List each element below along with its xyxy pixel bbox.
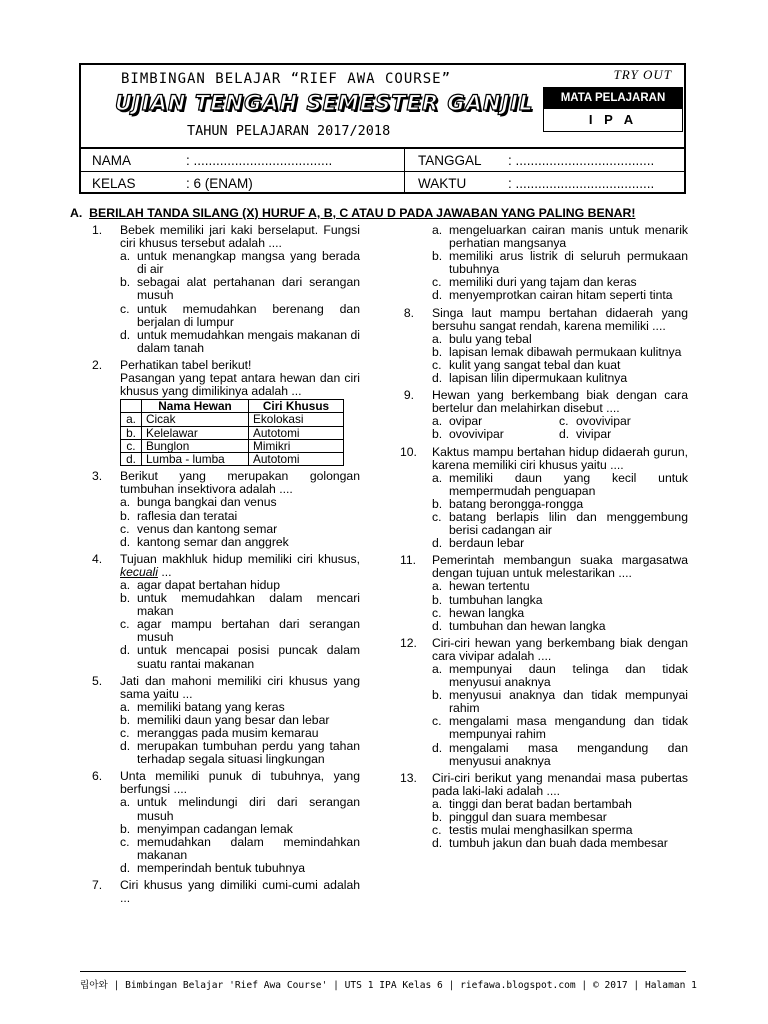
nama-field[interactable]: : ..................................... xyxy=(186,153,333,168)
question-4: 4. Tujuan makhluk hidup memiliki ciri khusus, kecuali ... a. agar dapat bertahan hidup b. untuk memudahkan dalam mencari makan c. agar mampu bertahan dari serangan musuh d. untuk mencapai posisi puncak dalam suatu rantai makanan xyxy=(92,551,360,671)
question-9: 9. Hewan yang berkembang biak dengan cara bertelur dan melahirkan disebut .... a. ovipar c. ovovivipar b. ovovivipar d. vivipar xyxy=(403,388,688,442)
option-d[interactable]: d. vivipar xyxy=(559,427,612,442)
question-3: 3. Berikut yang merupakan golongan tumbuhan insektivora adalah .... a. bunga bangkai dan venus b. raflesia dan teratai c. venus dan kantong semar d. kantong semar dan anggrek xyxy=(92,469,360,549)
option-a[interactable]: a. bunga bangkai dan venus xyxy=(120,495,277,510)
question-12: 12. Ciri-ciri hewan yang berkembang biak dengan cara vivipar adalah .... a. mempunyai daun telinga dan tidak menyusui anaknya b. menyusui anaknya dan tidak mempunyai rahim c. mengalami masa mengandung dan tidak mempunyai rahim d. mengalami masa mengandung dan menyusui anaknya xyxy=(400,635,688,768)
exam-title: UJIAN TENGAH SEMESTER GANJIL xyxy=(115,91,534,115)
option-d[interactable]: d. menyemprotkan cairan hitam seperti tinta xyxy=(432,288,673,303)
question-text: Ciri-ciri berikut yang menandai masa pubertas pada laki-laki adalah .... xyxy=(432,770,688,798)
option-d[interactable]: d. memperindah bentuk tubuhnya xyxy=(120,860,306,875)
question-text: Unta memiliki punuk di tubuhnya, yang berfungsi .... xyxy=(120,769,360,797)
option-a[interactable]: a. ovipar xyxy=(432,414,483,429)
subject-value: I P A xyxy=(588,112,638,127)
option-d[interactable]: d. kantong semar dan anggrek xyxy=(120,534,289,549)
questions-left-column xyxy=(78,224,360,909)
option-c[interactable]: c. batang berlapis lilin dan menggembung berisi cadangan air xyxy=(432,509,688,538)
option-a[interactable]: a. untuk melindungi diri dari serangan musuh xyxy=(120,795,360,823)
header-divider xyxy=(81,171,684,172)
tanggal-label: TANGGAL xyxy=(418,153,482,168)
option-a[interactable]: a. bulu yang tebal xyxy=(432,331,532,346)
subject-label: MATA PELAJARAN xyxy=(544,88,682,109)
option-b[interactable]: b. tumbuhan langka xyxy=(432,592,543,607)
tanggal-field[interactable]: : ..................................... xyxy=(508,153,655,168)
table-row: d. Lumba - lumba Autotomi xyxy=(121,453,344,466)
option-c[interactable]: c. ovovivipar xyxy=(559,414,631,429)
option-b[interactable]: b. ovovivipar xyxy=(432,427,504,442)
question-text: Hewan yang berkembang biak dengan cara bertelur dan melahirkan disebut .... xyxy=(432,388,688,416)
exam-header xyxy=(79,63,686,194)
option-c[interactable]: c. agar mampu bertahan dari serangan musuh xyxy=(120,617,360,645)
option-b[interactable]: b. menyimpan cadangan lemak xyxy=(120,821,293,836)
option-d[interactable]: d. untuk mencapai posisi puncak dalam suatu rantai makanan xyxy=(120,643,360,671)
option-c[interactable]: c. mengalami masa mengandung dan tidak mempunyai rahim xyxy=(432,714,688,742)
school-year: TAHUN PELAJARAN 2017/2018 xyxy=(187,123,391,139)
option-d[interactable]: d. tumbuhan dan hewan langka xyxy=(432,618,606,633)
question-11: 11. Pemerintah membangun suaka margasatwa dengan tujuan untuk melestarikan .... a. hewan tertentu b. tumbuhan langka c. hewan langka d. tumbuhan dan hewan langka xyxy=(400,553,688,633)
option-b[interactable]: b. menyusui anaknya dan tidak mempunyai rahim xyxy=(432,688,688,716)
option-c[interactable]: c. hewan langka xyxy=(432,605,525,620)
question-13: 13. Ciri-ciri berikut yang menandai masa pubertas pada laki-laki adalah .... a. tinggi dan berat badan bertambah b. pinggul dan suara membesar c. testis mulai menghasilkan sperma d. tumbuh jakun dan buah dada membesar xyxy=(400,770,688,851)
option-a[interactable]: a. hewan tertentu xyxy=(432,579,530,594)
waktu-field[interactable]: : ..................................... xyxy=(508,176,655,191)
option-c[interactable]: c. meranggas pada musim kemarau xyxy=(120,726,319,741)
question-2: 2. Perhatikan tabel berikut! Pasangan yang tepat antara hewan dan ciri khusus yang dimilikinya adalah ... Nama Hewan Ciri Khusus a. Cicak Ekolokasi b. Kelelawar Autotomi c. Bunglon Mimikri d. Lumba - lumba Autotomi xyxy=(92,357,360,467)
instruction-text: BERILAH TANDA SILANG (X) HURUF A, B, C ATAU D PADA JAWABAN YANG PALING BENAR! xyxy=(89,206,636,220)
nama-label: NAMA xyxy=(92,153,132,168)
option-b[interactable]: b. pinggul dan suara membesar xyxy=(432,810,607,825)
question-text: Singa laut mampu bertahan didaerah yang bersuhu sangat rendah, karena memiliki .... xyxy=(432,305,688,333)
option-c[interactable]: c. untuk memudahkan berenang dan berjalan di lumpur xyxy=(120,301,360,329)
table-header: Ciri Khusus xyxy=(249,400,344,413)
option-b[interactable]: b. untuk memudahkan dalam mencari makan xyxy=(120,591,360,619)
question-5: 5. Jati dan mahoni memiliki ciri khusus yang sama yaitu ... a. memiliki batang yang keras b. memiliki daun yang besar dan lebar c. meranggas pada musim kemarau d. merupakan tumbuhan perdu yang tahan terhadap segala situasi lingkungan xyxy=(92,673,360,767)
option-c[interactable]: c. venus dan kantong semar xyxy=(120,521,278,536)
kelas-value: : 6 (ENAM) xyxy=(186,176,253,191)
footer-divider xyxy=(80,971,686,972)
option-a[interactable]: a. memiliki batang yang keras xyxy=(120,699,285,714)
page-footer: 립아와 | Bimbingan Belajar 'Rief Awa Course' | UTS 1 IPA Kelas 6 | riefawa.blogspot.com | © 2017 | Halaman 1 xyxy=(80,980,697,991)
question-text: Kaktus mampu bertahan hidup didaerah gurun, karena memiliki ciri khusus yaitu .... xyxy=(432,444,688,472)
kecuali-emphasis: kecuali xyxy=(120,564,158,579)
waktu-label: WAKTU xyxy=(418,176,467,191)
option-d[interactable]: d. untuk memudahkan mengais makanan di dalam tanah xyxy=(120,327,360,355)
option-d[interactable]: d. mengalami masa mengandung dan menyusui anaknya xyxy=(432,740,688,768)
question-6: 6. Unta memiliki punuk di tubuhnya, yang berfungsi .... a. untuk melindungi diri dari serangan musuh b. menyimpan cadangan lemak c. memudahkan dalam memindahkan makanan d. memperindah bentuk tubuhnya xyxy=(92,769,360,875)
question-text: Pasangan yang tepat antara hewan dan ciri khusus yang dimilikinya adalah ... xyxy=(120,371,360,399)
header-divider xyxy=(81,147,684,149)
question-text: Ciri-ciri hewan yang berkembang biak dengan cara vivipar adalah .... xyxy=(432,635,688,663)
question-text: Berikut yang merupakan golongan tumbuhan insektivora adalah .... xyxy=(120,469,360,497)
question-text: Jati dan mahoni memiliki ciri khusus yang sama yaitu ... xyxy=(120,673,360,701)
table-row: a. Cicak Ekolokasi xyxy=(121,413,344,426)
try-out-label: TRY OUT xyxy=(613,67,672,82)
question-10: 10. Kaktus mampu bertahan hidup didaerah gurun, karena memiliki ciri khusus yaitu .... a. memiliki daun yang kecil untuk mempermudah penguapan b. batang berongga-rongga c. batang berlapis lilin dan menggembung berisi cadangan air d. berdaun lebar xyxy=(400,444,688,551)
option-c[interactable]: c. memiliki duri yang tajam dan keras xyxy=(432,275,637,290)
option-b[interactable]: b. sebagai alat pertahanan dari serangan musuh xyxy=(120,275,360,303)
question-1: 1. Bebek memiliki jari kaki berselaput. Fungsi ciri khusus tersebut adalah .... a. untuk menangkap mangsa yang berada di air b. sebagai alat pertahanan dari serangan musuh c. untuk memudahkan berenang dan berjalan di lumpur d. untuk memudahkan mengais makanan di dalam tanah xyxy=(92,223,360,355)
option-c[interactable]: c. kulit yang sangat tebal dan kuat xyxy=(432,357,621,372)
option-b[interactable]: b. memiliki arus listrik di seluruh permukaan tubuhnya xyxy=(432,249,688,277)
option-d[interactable]: d. berdaun lebar xyxy=(432,536,525,551)
option-b[interactable]: b. raflesia dan teratai xyxy=(120,508,238,523)
question-text: Bebek memiliki jari kaki berselaput. Fungsi ciri khusus tersebut adalah .... xyxy=(120,223,360,251)
animal-table xyxy=(120,399,344,466)
option-b[interactable]: b. memiliki daun yang besar dan lebar xyxy=(120,712,330,727)
question-7: 7. Ciri khusus yang dimiliki cumi-cumi adalah ... xyxy=(92,878,360,906)
option-a[interactable]: a. agar dapat bertahan hidup xyxy=(120,577,280,592)
header-divider xyxy=(404,147,405,192)
question-text: Tujuan makhluk hidup memiliki ciri khusus, kecuali ... xyxy=(120,551,360,579)
question-8: 8. Singa laut mampu bertahan didaerah yang bersuhu sangat rendah, karena memiliki .... a. bulu yang tebal b. lapisan lemak dibawah permukaan kulitnya c. kulit yang sangat tebal dan kuat d. lapisan lilin dipermukaan kulitnya xyxy=(403,305,688,386)
table-row: c. Bunglon Mimikri xyxy=(121,439,344,452)
question-7-options xyxy=(406,224,688,303)
section-letter: A. xyxy=(70,206,83,220)
option-c[interactable]: c. memudahkan dalam memindahkan makanan xyxy=(120,834,360,862)
option-b[interactable]: b. batang berongga-rongga xyxy=(432,496,584,511)
option-a[interactable]: a. tinggi dan berat badan bertambah xyxy=(432,796,632,811)
option-d[interactable]: d. lapisan lilin dipermukaan kulitnya xyxy=(432,371,628,386)
questions-right-column xyxy=(400,223,688,854)
option-a[interactable]: a. untuk menangkap mangsa yang berada di air xyxy=(120,249,360,277)
option-b[interactable]: b. lapisan lemak dibawah permukaan kulitnya xyxy=(432,344,682,359)
section-instruction xyxy=(70,206,635,220)
option-a[interactable]: a. mengeluarkan cairan manis untuk menarik perhatian mangsanya xyxy=(432,223,688,251)
table-row: b. Kelelawar Autotomi xyxy=(121,426,344,439)
option-a[interactable]: a. mempunyai daun telinga dan tidak menyusui anaknya xyxy=(432,662,688,690)
kelas-label: KELAS xyxy=(92,176,136,191)
question-text: Pemerintah membangun suaka margasatwa dengan tujuan untuk melestarikan .... xyxy=(432,553,688,581)
institution-name: BIMBINGAN BELAJAR “RIEF AWA COURSE” xyxy=(121,71,452,87)
option-d[interactable]: d. tumbuh jakun dan buah dada membesar xyxy=(432,836,668,851)
option-a[interactable]: a. memiliki daun yang kecil untuk mempermudah penguapan xyxy=(432,470,688,498)
table-header: Nama Hewan xyxy=(142,400,249,413)
subject-box xyxy=(543,87,683,132)
question-text: Perhatikan tabel berikut! xyxy=(120,357,252,372)
option-d[interactable]: d. merupakan tumbuhan perdu yang tahan terhadap segala situasi lingkungan xyxy=(120,739,360,767)
question-text: Ciri khusus yang dimiliki cumi-cumi adalah ... xyxy=(120,878,360,906)
option-c[interactable]: c. testis mulai menghasilkan sperma xyxy=(432,823,633,838)
